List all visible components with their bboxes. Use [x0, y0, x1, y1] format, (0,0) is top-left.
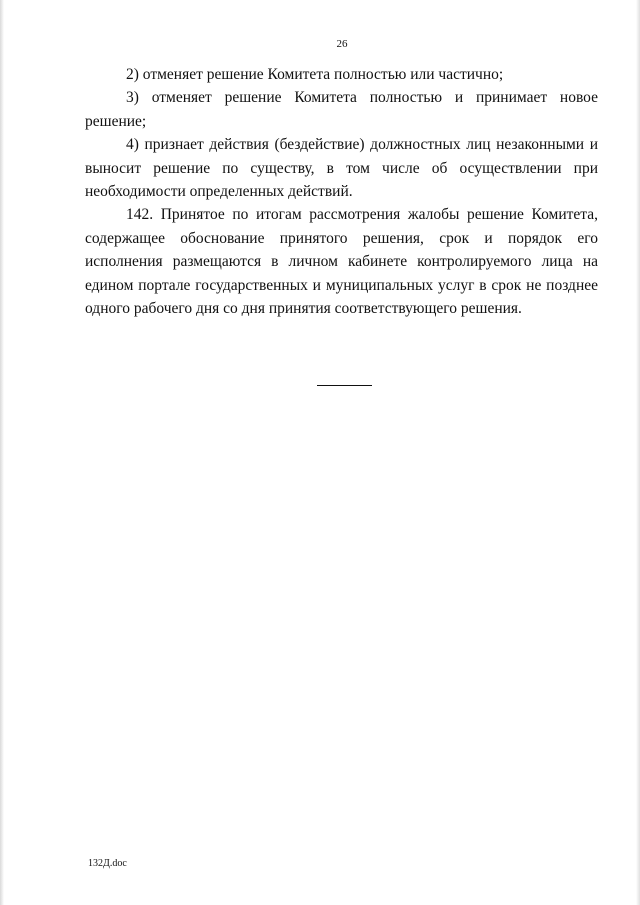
document-body	[85, 63, 598, 320]
paragraph-item-4: 4) признает действия (бездействие) должностных лиц незаконными и выносит решение по существу, в том числе об осуществлении при необходимости определенных действий.	[85, 136, 598, 201]
paragraph-item-3: 3) отменяет решение Комитета полностью и принимает новое решение;	[85, 89, 598, 130]
page-number: 26	[336, 38, 348, 50]
paragraph-clause-142: 142. Принятое по итогам рассмотрения жалобы решение Комитета, содержащее обоснование принятого решения, срок и порядок его исполнения размещаются в личном кабинете контролируемого лица на едином портале государственных и муниципальных услуг в срок не позднее одного рабочего дня со дня принятия соответствующего решения.	[85, 206, 598, 318]
end-of-text-rule	[317, 385, 372, 386]
scan-edge-left	[0, 0, 4, 905]
paragraph-item-2: 2) отменяет решение Комитета полностью или частично;	[126, 66, 504, 83]
scan-edge-right	[636, 0, 640, 905]
footer-filename: 132Д.doc	[88, 858, 127, 869]
